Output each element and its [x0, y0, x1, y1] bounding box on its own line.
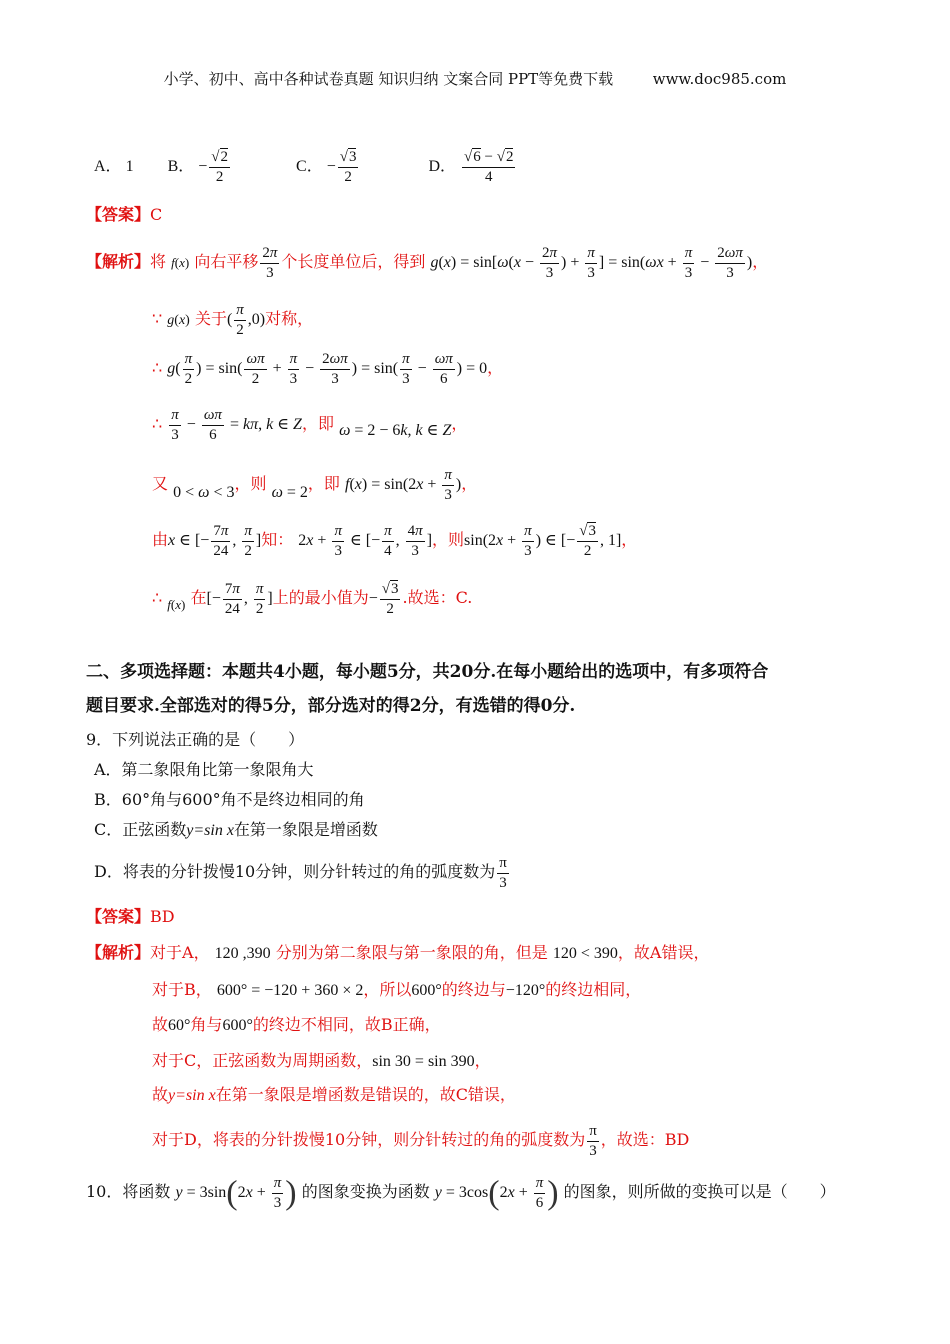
- text: ，故A错误，: [617, 943, 710, 962]
- math: −120°: [505, 982, 546, 999]
- text: ，即: [301, 414, 334, 434]
- math: sin 30 = sin 390: [372, 1053, 475, 1070]
- q9-analysis-line-1: [86, 943, 709, 963]
- section-2-heading-line-2: 题目要求.全部选对的得5分，部分选对的得2分，有选错的得0分.: [86, 696, 576, 716]
- text: ∵: [152, 309, 163, 329]
- text: 上的最小值为: [272, 588, 369, 608]
- q8-answer: [86, 205, 162, 224]
- text: 在: [190, 588, 207, 608]
- q9-option-c: [94, 820, 378, 840]
- text: ∴: [152, 358, 163, 378]
- text: ，: [752, 252, 769, 272]
- q8-analysis-line-5: 又 0 < ω < 3，则 ω = 2，即 f(x) = sin(2x + $\frac{\pi}{3}$ )，: [152, 467, 478, 503]
- text: 的终边不相同，故B正确，: [252, 1015, 441, 1034]
- text: 个长度单位后，得到: [281, 252, 426, 272]
- text: 又: [152, 474, 169, 494]
- function: y=sin x: [168, 1087, 216, 1104]
- q9-analysis-line-5: [152, 1085, 516, 1105]
- text: 10．将函数: [86, 1182, 171, 1202]
- text: 的图象变换为函数: [301, 1182, 430, 1202]
- q9-analysis-line-3: [152, 1015, 441, 1035]
- q8-options: A． 1 B． − $\frac{√2}{2}$ C． − $\frac{√3}{2}$ D． $\frac{√6 - √2}{4}$: [94, 149, 514, 185]
- math: 60°: [168, 1017, 191, 1034]
- q8-analysis-line-1: 【解析】将 f(x) 向右平移 $\frac{2\pi}{3}$ 个长度单位后，得到 g(x) = sin[ω(x − $\frac{2\pi}{3}$ ) + $\frac{\pi}{3}$ ] = sin(ωx + $\frac{\pi}{3}$ − $\frac{2\omega\pi}{3}$ )，: [86, 245, 769, 281]
- text: ，则: [234, 474, 267, 494]
- text: 对于B，: [152, 980, 212, 999]
- function: y=sin x: [186, 822, 234, 839]
- option-b-label: B．: [167, 158, 195, 176]
- text: 的图象，则所做的变换可以是（ ）: [563, 1182, 836, 1202]
- text: 对于C，正弦函数为周期函数，: [152, 1051, 373, 1070]
- text: C．正弦函数: [94, 820, 187, 839]
- text: ，: [621, 530, 638, 550]
- text: 故: [152, 1085, 169, 1104]
- option-a-label: A．: [94, 158, 122, 176]
- text: 的终边与: [441, 980, 506, 999]
- q9-answer: [86, 907, 175, 926]
- analysis-label: 【解析】: [86, 943, 151, 962]
- text: 角与: [190, 1015, 223, 1034]
- math: 600°: [411, 982, 442, 999]
- answer-value: BD: [150, 907, 175, 926]
- text: ，: [461, 474, 478, 494]
- text: 对于A，: [150, 943, 210, 962]
- math: 600°: [222, 1017, 253, 1034]
- q9-analysis-line-6: 对于D，将表的分针拨慢10分钟，则分针转过的角的弧度数为 $\frac{\pi}{3}$ ，故选：BD: [152, 1123, 690, 1159]
- text: 由: [152, 530, 169, 550]
- option-c-label: C．: [296, 158, 323, 176]
- text: ，: [451, 414, 468, 434]
- q8-analysis-line-2: ∵ g(x) 关于( $\frac{\pi}{2}$ ,0)对称，: [152, 302, 314, 338]
- text: .故选：C.: [402, 588, 473, 608]
- text: ，所以: [363, 980, 412, 999]
- text: 知：: [261, 530, 294, 550]
- text: ，: [487, 358, 504, 378]
- q8-analysis-line-4: ∴ $\frac{\pi}{3}$ − $\frac{\omega\pi}{6}$ = kπ, k ∈ Z，即 ω = 2 − 6k, k ∈ Z，: [152, 407, 468, 443]
- text: 分别为第二象限与第一象限的角，但是: [275, 943, 548, 962]
- q9-stem: 9．下列说法正确的是（ ）: [86, 730, 305, 749]
- math: 600° = −120 + 360 × 2: [216, 982, 364, 999]
- q9-option-a: A．第二象限角比第一象限角大: [94, 760, 314, 779]
- q9-analysis-line-4: [152, 1051, 491, 1071]
- analysis-label: 【解析】: [86, 252, 151, 272]
- answer-label: 【答案】: [86, 205, 151, 224]
- text: ∴: [152, 588, 163, 608]
- answer-value: C: [150, 205, 163, 224]
- header-url[interactable]: www.doc985.com: [652, 70, 787, 88]
- q8-analysis-line-3: ∴ g( $\frac{\pi}{2}$ ) = sin( $\frac{\omega\pi}{2}$ + $\frac{\pi}{3}$ − $\frac{2\omega\pi}{3}$ ) = sin( $\frac{\pi}{3}$ − $\frac{\omega\pi}{6}$ ) = 0，: [152, 351, 504, 387]
- text: ，则: [432, 530, 465, 550]
- option-d-label: D．: [428, 158, 457, 176]
- text: 对称，: [265, 309, 314, 329]
- q8-analysis-line-6: 由x ∈ [− $\frac{7\pi}{24}$ , $\frac{\pi}{2}$ ]知： 2x + $\frac{\pi}{3}$ ∈ [− $\frac{\pi}{4}$ , $\frac{4\pi}{3}$ ]，则sin(2x + $\frac{\pi}{3}$ ) ∈ [− $\frac{√3}{2}$ , 1]，: [152, 523, 638, 559]
- q9-option-d: D．将表的分针拨慢10分钟，则分针转过的角的弧度数为 $\frac{\pi}{3}$: [94, 855, 507, 891]
- text: ，故选：BD: [600, 1130, 690, 1150]
- q8-analysis-line-7: ∴ $_{f(x)}$ 在[− $\frac{7\pi}{24}$ , $\frac{\pi}{2}$ ]上的最小值为− $\frac{√3}{2}$ .故选：C.: [152, 581, 473, 617]
- q9-option-b: B．60°角与600°角不是终边相同的角: [94, 790, 365, 809]
- text: ，: [474, 1051, 491, 1070]
- math: 120 ,390: [214, 945, 271, 962]
- text: 故: [152, 1015, 169, 1034]
- section-2-heading-line-1: 二、多项选择题：本题共4小题，每小题5分，共20分.在每小题给出的选项中，有多项符合: [86, 662, 769, 682]
- page-header: [0, 70, 950, 88]
- q10-stem: 10．将函数 y = 3sin(2x + $\frac{\pi}{3}$ ) 的图象变换为函数 y = 3cos(2x + $\frac{\pi}{6}$ ) 的图象，则所做的变换可以是（ ）: [86, 1174, 836, 1212]
- text: 向右平移: [194, 252, 259, 272]
- option-a-value: 1: [125, 158, 134, 176]
- text: 的终边相同，: [545, 980, 642, 999]
- header-text: 小学、初中、高中各种试卷真题 知识归纳 文案合同 PPT等免费下载: [163, 70, 614, 88]
- text: 在第一象限是增函数是错误的，故C错误，: [215, 1085, 516, 1104]
- math: 120 < 390: [552, 945, 618, 962]
- text: ∴: [152, 414, 163, 434]
- q9-analysis-line-2: [152, 980, 641, 1000]
- text: D．将表的分针拨慢10分钟，则分针转过的角的弧度数为: [94, 862, 496, 882]
- text: 在第一象限是增函数: [233, 820, 378, 839]
- text: 对于D，将表的分针拨慢10分钟，则分针转过的角的弧度数为: [152, 1130, 586, 1150]
- text: ，即: [307, 474, 340, 494]
- text: 将: [150, 252, 167, 272]
- text: 关于: [194, 309, 227, 329]
- answer-label: 【答案】: [86, 907, 151, 926]
